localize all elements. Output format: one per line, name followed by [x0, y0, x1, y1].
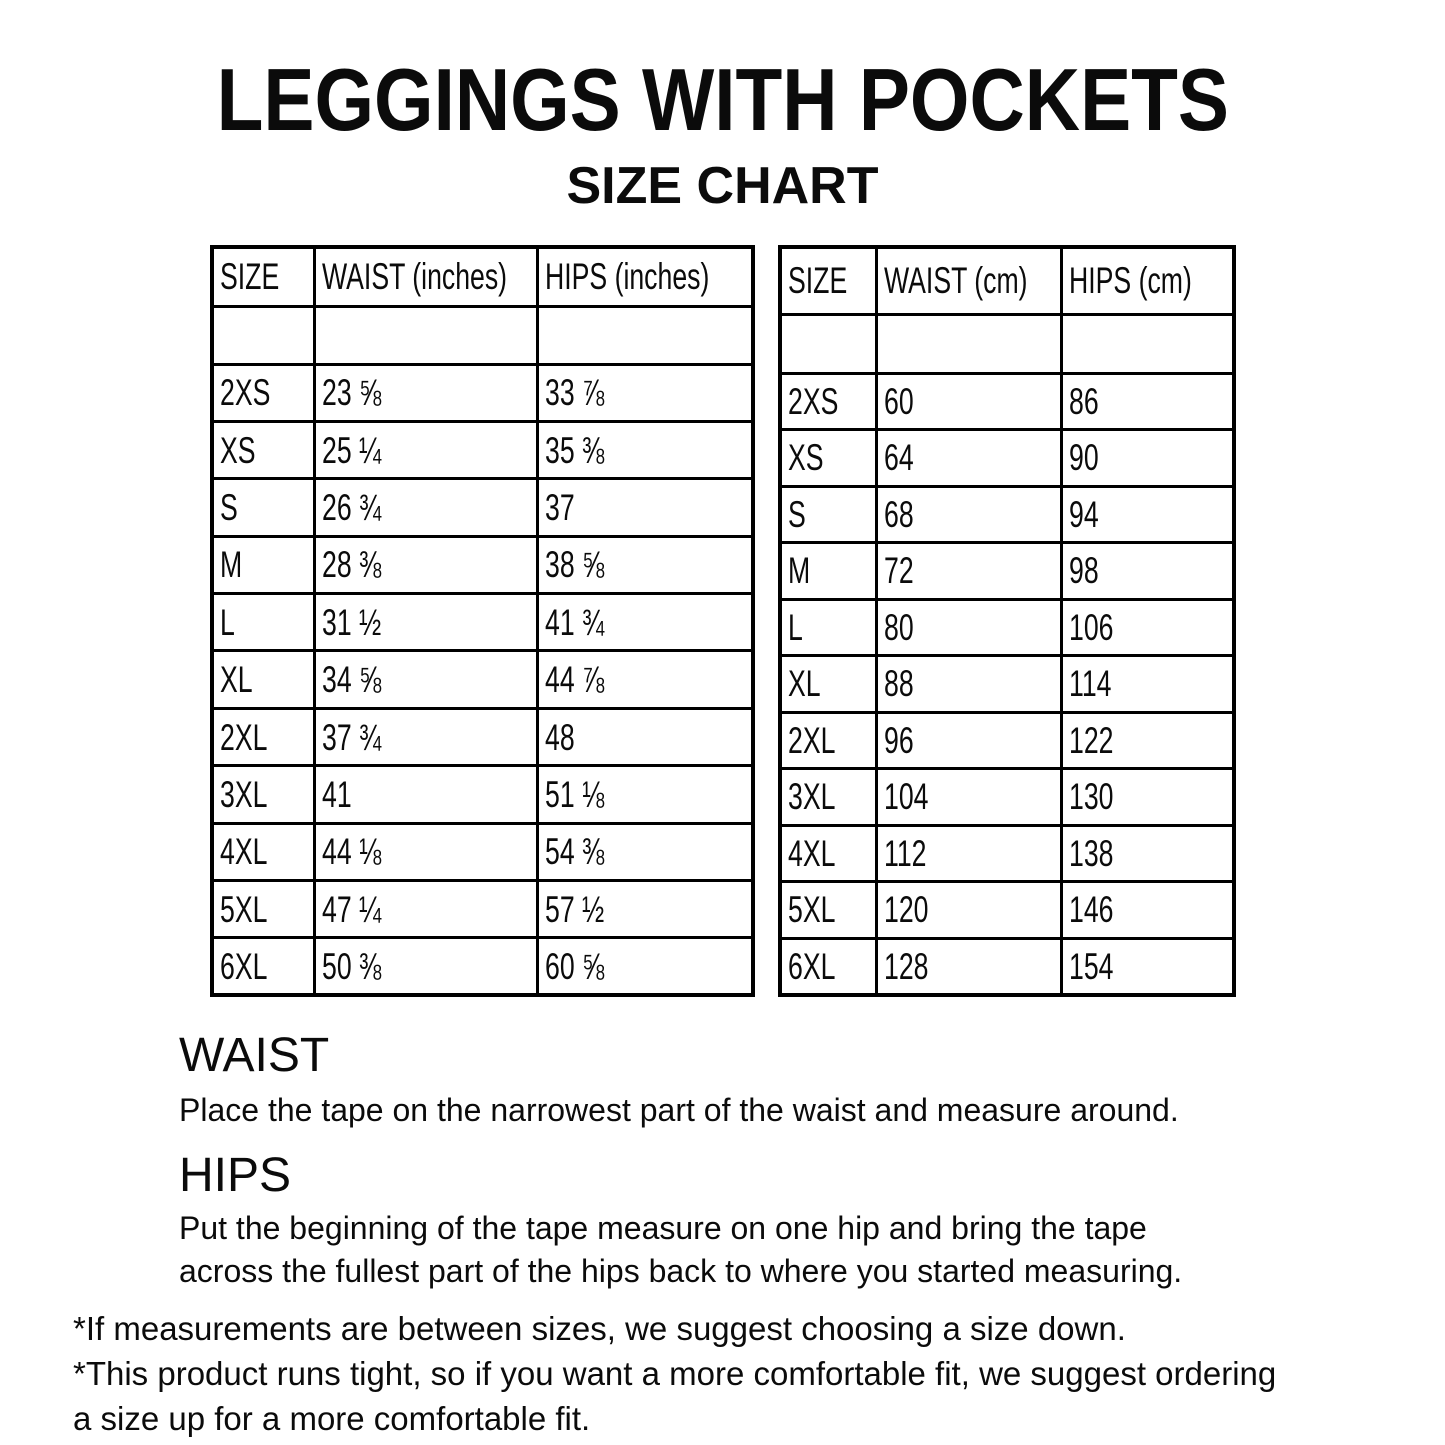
- size-label-cell: [212, 364, 315, 421]
- size-label-cell: [212, 421, 315, 478]
- spacer-cell: [780, 314, 877, 373]
- hips-instruction-line: Put the beginning of the tape measure on one hip and bring the tape: [179, 1210, 1147, 1246]
- hips-value-cell-text: 138: [1069, 832, 1114, 874]
- size-label-cell: [212, 823, 315, 880]
- size-row: [780, 543, 1234, 600]
- size-label-cell: [780, 373, 877, 430]
- size-label-cell: [780, 769, 877, 826]
- hips-value-cell-text: 86: [1069, 380, 1099, 422]
- waist-value-cell: [315, 823, 538, 880]
- hips-value-cell: [538, 479, 754, 536]
- hips-value-cell-text: 60 ⅝: [545, 945, 605, 987]
- size-label-cell: [212, 536, 315, 593]
- size-row: [780, 373, 1234, 430]
- hips-value-cell: [538, 938, 754, 995]
- hips-value-cell-text: 94: [1069, 493, 1099, 535]
- size-label-cell: [212, 479, 315, 536]
- size-label-cell-text: 5XL: [788, 889, 836, 931]
- size-label-cell: [780, 486, 877, 543]
- waist-value-cell-text: 60: [884, 380, 914, 422]
- size-label-cell-text: M: [788, 550, 811, 592]
- waist-section-heading: WAIST: [179, 1029, 330, 1082]
- header-cell: [212, 247, 315, 306]
- waist-value-cell-text: 112: [884, 832, 927, 874]
- waist-value-cell-text: 25 ¼: [322, 429, 382, 471]
- size-label-cell-text: S: [788, 493, 806, 535]
- size-row: [780, 656, 1234, 713]
- size-label-cell: [212, 594, 315, 651]
- spacer-cell: [1062, 314, 1235, 373]
- waist-value-cell-text: 26 ¾: [322, 486, 382, 528]
- size-row: [780, 712, 1234, 769]
- hips-value-cell-text: 98: [1069, 550, 1099, 592]
- hips-value-cell-text: 122: [1069, 719, 1114, 761]
- spacer-row: [780, 314, 1234, 373]
- header-cell-text: HIPS (cm): [1069, 260, 1192, 302]
- size-row: [212, 708, 753, 765]
- size-row: [212, 479, 753, 536]
- size-label-cell-text: 6XL: [788, 945, 836, 987]
- hips-value-cell-text: 90: [1069, 437, 1099, 479]
- waist-value-cell: [877, 486, 1062, 543]
- page-title-text: LEGGINGS WITH POCKETS: [216, 50, 1229, 149]
- header-cell-text: WAIST (inches): [322, 256, 508, 298]
- size-row: [780, 825, 1234, 882]
- size-label-cell: [780, 599, 877, 656]
- hips-value-cell: [1062, 430, 1235, 487]
- size-label-cell: [212, 651, 315, 708]
- hips-value-cell-text: 41 ¾: [545, 601, 605, 643]
- hips-value-cell-text: 48: [545, 716, 575, 758]
- size-label-cell-text: 2XS: [220, 372, 271, 414]
- size-row: [212, 938, 753, 995]
- header-cell-text: SIZE: [788, 260, 848, 302]
- waist-value-cell-text: 80: [884, 606, 914, 648]
- hips-value-cell: [538, 536, 754, 593]
- hips-value-cell: [538, 364, 754, 421]
- header-cell-text: HIPS (inches): [545, 256, 710, 298]
- hips-value-cell-text: 154: [1069, 945, 1114, 987]
- spacer-cell: [212, 306, 315, 364]
- waist-value-cell: [877, 825, 1062, 882]
- size-label-cell-text: XL: [788, 663, 821, 705]
- size-label-cell: [780, 656, 877, 713]
- footnote-runs-tight: *This product runs tight, so if you want a more comfortable fit, we suggest ordering: [73, 1355, 1277, 1392]
- size-row: [212, 364, 753, 421]
- size-label-cell: [212, 766, 315, 823]
- waist-value-cell-text: 120: [884, 889, 929, 931]
- size-label-cell-text: L: [220, 601, 235, 643]
- hips-value-cell: [538, 766, 754, 823]
- spacer-cell: [877, 314, 1062, 373]
- waist-value-cell: [877, 543, 1062, 600]
- waist-value-cell: [877, 712, 1062, 769]
- waist-value-cell-text: 47 ¼: [322, 888, 382, 930]
- size-row: [212, 421, 753, 478]
- waist-value-cell: [315, 364, 538, 421]
- hips-value-cell-text: 33 ⅞: [545, 372, 605, 414]
- size-row: [780, 882, 1234, 939]
- size-label-cell: [780, 543, 877, 600]
- hips-value-cell: [1062, 712, 1235, 769]
- page-subtitle: SIZE CHART: [566, 157, 879, 215]
- header-cell: [315, 247, 538, 306]
- hips-value-cell: [538, 651, 754, 708]
- waist-value-cell: [315, 594, 538, 651]
- header-row: [780, 247, 1234, 314]
- size-label-cell: [780, 938, 877, 995]
- size-label-cell-text: L: [788, 606, 803, 648]
- waist-value-cell: [877, 599, 1062, 656]
- spacer-row: [212, 306, 753, 364]
- hips-value-cell: [1062, 825, 1235, 882]
- hips-value-cell: [1062, 599, 1235, 656]
- hips-value-cell-text: 146: [1069, 889, 1114, 931]
- hips-value-cell-text: 44 ⅞: [545, 659, 605, 701]
- size-label-cell-text: 4XL: [788, 832, 836, 874]
- hips-value-cell: [1062, 486, 1235, 543]
- size-row: [780, 769, 1234, 826]
- waist-value-cell-text: 28 ⅜: [322, 544, 382, 586]
- size-label-cell-text: 2XS: [788, 380, 839, 422]
- hips-section-heading: HIPS: [179, 1149, 292, 1202]
- spacer-cell: [538, 306, 754, 364]
- footnote-runs-tight-wrap: a size up for a more comfortable fit.: [73, 1400, 591, 1437]
- header-cell: [780, 247, 877, 314]
- size-row: [212, 536, 753, 593]
- waist-value-cell-text: 31 ½: [322, 601, 382, 643]
- hips-value-cell: [1062, 656, 1235, 713]
- hips-instruction-line: across the fullest part of the hips back to where you started measuring.: [179, 1253, 1183, 1289]
- hips-value-cell-text: 38 ⅝: [545, 544, 605, 586]
- header-cell: [538, 247, 754, 306]
- header-row: [212, 247, 753, 306]
- size-label-cell: [212, 938, 315, 995]
- size-label-cell-text: XS: [788, 437, 824, 479]
- waist-value-cell: [315, 651, 538, 708]
- size-label-cell-text: 3XL: [220, 773, 268, 815]
- waist-value-cell: [877, 373, 1062, 430]
- hips-value-cell: [538, 881, 754, 938]
- size-label-cell: [780, 825, 877, 882]
- size-row: [212, 651, 753, 708]
- waist-value-cell-text: 64: [884, 437, 914, 479]
- hips-value-cell: [1062, 373, 1235, 430]
- waist-value-cell: [315, 479, 538, 536]
- waist-value-cell-text: 72: [884, 550, 914, 592]
- waist-value-cell-text: 41: [322, 773, 352, 815]
- waist-value-cell-text: 128: [884, 945, 929, 987]
- hips-value-cell: [1062, 769, 1235, 826]
- hips-value-cell-text: 37: [545, 486, 575, 528]
- size-label-cell-text: 5XL: [220, 888, 268, 930]
- header-cell: [877, 247, 1062, 314]
- size-label-cell: [780, 712, 877, 769]
- waist-value-cell: [315, 708, 538, 765]
- size-row: [212, 881, 753, 938]
- header-cell-text: SIZE: [220, 256, 280, 298]
- size-label-cell-text: 6XL: [220, 945, 268, 987]
- size-label-cell-text: XL: [220, 659, 253, 701]
- size-label-cell-text: M: [220, 544, 243, 586]
- waist-value-cell: [877, 769, 1062, 826]
- waist-instruction-line: Place the tape on the narrowest part of the waist and measure around.: [179, 1092, 1179, 1128]
- footnote-size-down: *If measurements are between sizes, we suggest choosing a size down.: [73, 1310, 1126, 1347]
- waist-value-cell-text: 34 ⅝: [322, 659, 382, 701]
- hips-value-cell-text: 35 ⅜: [545, 429, 605, 471]
- waist-value-cell: [877, 938, 1062, 995]
- waist-value-cell: [877, 656, 1062, 713]
- size-table-cm: [778, 245, 1236, 997]
- waist-value-cell-text: 37 ¾: [322, 716, 382, 758]
- waist-value-cell: [877, 430, 1062, 487]
- size-row: [212, 823, 753, 880]
- hips-value-cell: [538, 594, 754, 651]
- header-cell-text: WAIST (cm): [884, 260, 1028, 302]
- waist-value-cell-text: 68: [884, 493, 914, 535]
- spacer-cell: [315, 306, 538, 364]
- size-label-cell-text: 2XL: [788, 719, 836, 761]
- page-title: [0, 50, 1445, 150]
- waist-value-cell: [315, 938, 538, 995]
- size-label-cell: [780, 882, 877, 939]
- waist-value-cell: [315, 421, 538, 478]
- waist-value-cell-text: 96: [884, 719, 914, 761]
- size-label-cell: [780, 430, 877, 487]
- waist-value-cell-text: 44 ⅛: [322, 831, 382, 873]
- hips-value-cell: [1062, 882, 1235, 939]
- size-label-cell: [212, 708, 315, 765]
- size-label-cell-text: 2XL: [220, 716, 268, 758]
- hips-value-cell-text: 106: [1069, 606, 1114, 648]
- size-row: [780, 430, 1234, 487]
- size-row: [780, 938, 1234, 995]
- hips-value-cell: [538, 421, 754, 478]
- size-row: [780, 486, 1234, 543]
- waist-value-cell: [315, 536, 538, 593]
- hips-value-cell-text: 51 ⅛: [545, 773, 605, 815]
- size-label-cell-text: XS: [220, 429, 256, 471]
- hips-value-cell: [538, 823, 754, 880]
- waist-value-cell: [315, 766, 538, 823]
- header-cell: [1062, 247, 1235, 314]
- size-row: [212, 766, 753, 823]
- waist-value-cell-text: 104: [884, 776, 929, 818]
- size-label-cell-text: 4XL: [220, 831, 268, 873]
- size-label-cell-text: S: [220, 486, 238, 528]
- hips-value-cell-text: 57 ½: [545, 888, 605, 930]
- hips-value-cell: [538, 708, 754, 765]
- size-label-cell: [212, 881, 315, 938]
- hips-value-cell-text: 130: [1069, 776, 1114, 818]
- size-table-inches: [210, 245, 755, 997]
- size-label-cell-text: 3XL: [788, 776, 836, 818]
- waist-value-cell: [315, 881, 538, 938]
- waist-value-cell-text: 88: [884, 663, 914, 705]
- waist-value-cell-text: 23 ⅝: [322, 372, 382, 414]
- hips-value-cell: [1062, 938, 1235, 995]
- waist-value-cell: [877, 882, 1062, 939]
- hips-value-cell: [1062, 543, 1235, 600]
- hips-value-cell-text: 114: [1069, 663, 1112, 705]
- waist-value-cell-text: 50 ⅜: [322, 945, 382, 987]
- size-row: [780, 599, 1234, 656]
- hips-value-cell-text: 54 ⅜: [545, 831, 605, 873]
- size-row: [212, 594, 753, 651]
